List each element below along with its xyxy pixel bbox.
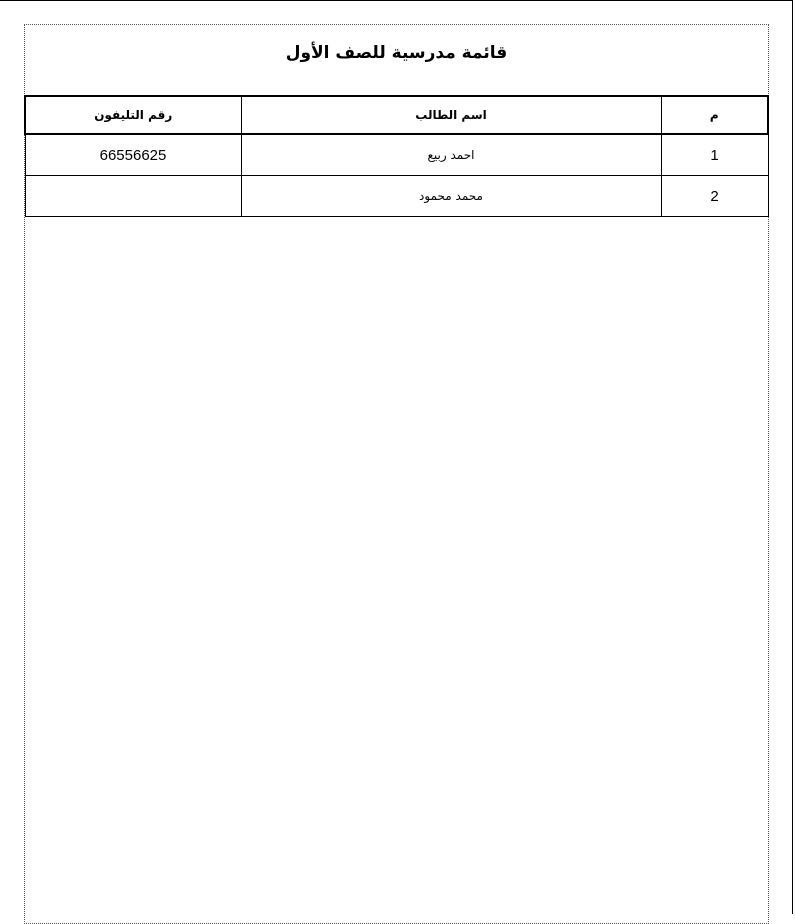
report-title: قائمة مدرسية للصف الأول: [285, 43, 508, 63]
cell-serial-number: 2: [661, 176, 768, 217]
header-serial-number: م: [661, 96, 768, 134]
cell-student-name: محمد محمود: [241, 176, 661, 217]
table-row: [25, 134, 768, 176]
cell-serial-number: 1: [661, 134, 768, 176]
cell-phone: [25, 176, 241, 217]
header-student-name: اسم الطالب: [241, 96, 661, 134]
table-header-row: [25, 96, 768, 134]
cell-phone: 66556625: [25, 134, 241, 176]
header-phone: رقم التليفون: [25, 96, 241, 134]
table-row: [25, 176, 768, 217]
students-table: [24, 95, 769, 217]
cell-student-name: احمد ربيع: [241, 134, 661, 176]
